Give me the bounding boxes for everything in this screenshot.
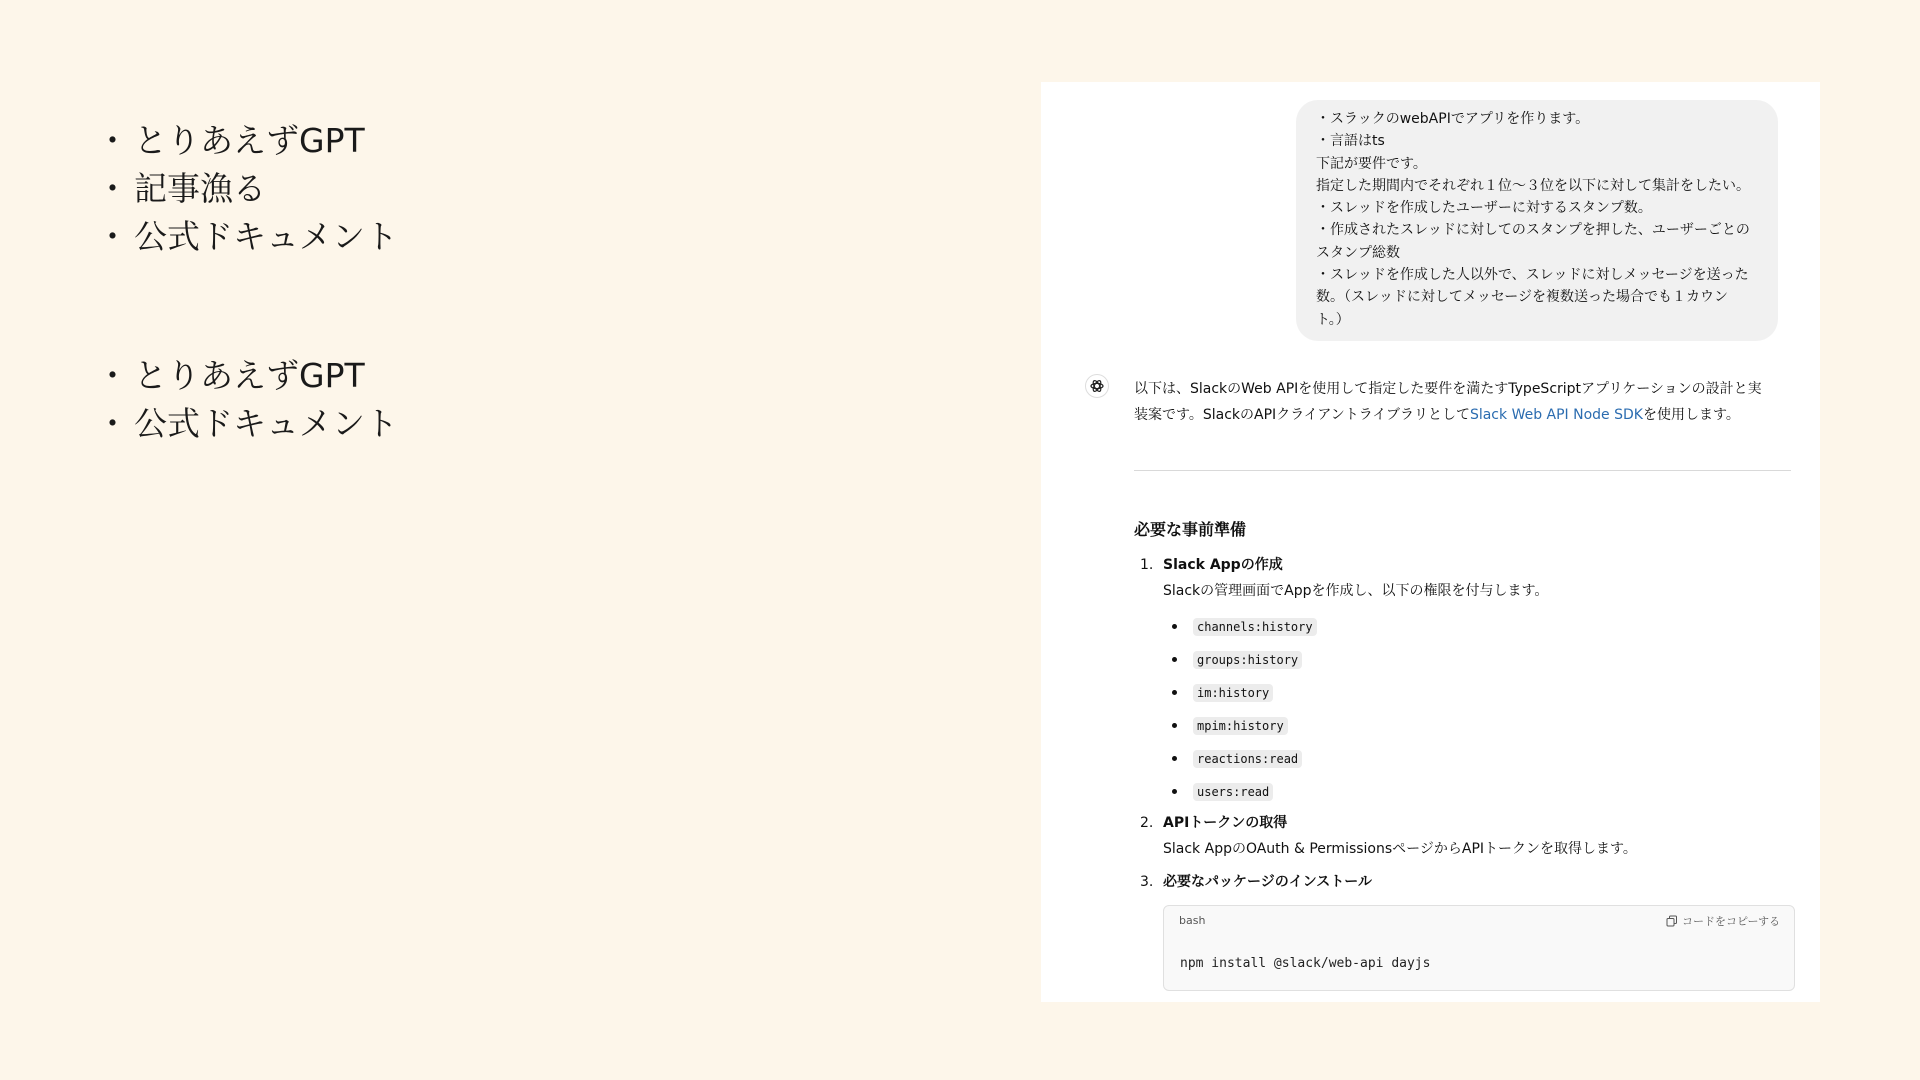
slide-bullet-list-1	[108, 117, 398, 261]
user-message-line: ト。）	[1316, 311, 1350, 328]
scope-code: reactions:read	[1193, 750, 1302, 768]
code-block	[1163, 905, 1795, 991]
scope-code: users:read	[1193, 783, 1273, 801]
copy-icon	[1666, 915, 1678, 927]
chat-screenshot-panel	[1041, 82, 1820, 1002]
step-item	[1134, 870, 1794, 991]
user-message-line: ・言語はts	[1316, 133, 1385, 150]
slide-bullet-item: ・ とりあえずGPT	[108, 352, 398, 400]
step-title: Slack Appの作成	[1163, 557, 1283, 573]
slide-bullet-item: ・ 公式ドキュメント	[108, 213, 398, 261]
user-message-line: スタンプ総数	[1316, 244, 1400, 261]
scope-code: groups:history	[1193, 651, 1302, 669]
assistant-intro-text: を使用します。	[1642, 407, 1740, 423]
user-message-line: 指定した期間内でそれぞれ１位〜３位を以下に対して集計をしたい。	[1316, 177, 1750, 194]
step-item	[1134, 811, 1794, 862]
step-title: APIトークンの取得	[1163, 815, 1288, 831]
copy-code-label: コードをコピーする	[1681, 915, 1780, 928]
user-message-line: ・スレッドを作成した人以外で、スレッドに対しメッセージを送った	[1316, 267, 1749, 284]
code-content: npm install @slack/web-api dayjs	[1180, 956, 1431, 971]
code-language-label: bash	[1179, 914, 1206, 927]
scope-code: mpim:history	[1193, 717, 1288, 735]
scope-item	[1163, 676, 1794, 709]
step-title: 必要なパッケージのインストール	[1163, 874, 1373, 890]
scope-code: im:history	[1193, 684, 1273, 702]
assistant-logo-icon	[1085, 374, 1109, 398]
step-item	[1134, 553, 1794, 808]
slide-bullet-list-2	[108, 352, 398, 448]
scope-item	[1163, 775, 1794, 808]
slide-bullet-item: ・ とりあえずGPT	[108, 117, 398, 165]
step-description: Slack AppのOAuth & PermissionsページからAPIトークンを取得します。	[1163, 841, 1637, 857]
step-description: Slackの管理画面でAppを作成し、以下の権限を付与します。	[1163, 583, 1549, 599]
scope-code: channels:history	[1193, 618, 1317, 636]
assistant-intro-line: 以下は、SlackのWeb APIを使用して指定した要件を満たすTypeScriptアプリケーションの設計と実	[1134, 381, 1762, 397]
steps-list	[1134, 553, 1794, 991]
scope-item	[1163, 742, 1794, 775]
assistant-intro	[1134, 376, 1794, 428]
user-message-line: ・スレッドを作成したユーザーに対するスタンプ数。	[1316, 200, 1652, 217]
scope-list	[1163, 610, 1794, 808]
scope-item	[1163, 643, 1794, 676]
divider	[1134, 470, 1791, 471]
copy-code-button[interactable]	[1666, 913, 1780, 929]
assistant-intro-line	[1134, 402, 1794, 428]
user-message-line: 数。（スレッドに対してメッセージを複数送った場合でも１カウン	[1316, 289, 1729, 306]
slide-bullet-item: ・ 記事漁る	[108, 165, 398, 213]
step-number: 1.	[1140, 557, 1154, 573]
step-number: 3.	[1140, 874, 1154, 890]
step-number: 2.	[1140, 815, 1154, 831]
user-message-line: ・スラックのwebAPIでアプリを作ります。	[1316, 111, 1590, 127]
user-message-line: ・作成されたスレッドに対してのスタンプを押した、ユーザーごとの	[1316, 222, 1750, 239]
user-message-bubble	[1296, 100, 1778, 341]
scope-item	[1163, 709, 1794, 742]
scope-item	[1163, 610, 1794, 643]
assistant-intro-text: 装案です。SlackのAPIクライアントライブラリとして	[1134, 407, 1470, 423]
sdk-link[interactable]: Slack Web API Node SDK	[1469, 407, 1643, 423]
user-message-line: 下記が要件です。	[1316, 155, 1427, 172]
slide-bullet-item: ・ 公式ドキュメント	[108, 400, 398, 448]
section-title: 必要な事前準備	[1134, 520, 1247, 539]
